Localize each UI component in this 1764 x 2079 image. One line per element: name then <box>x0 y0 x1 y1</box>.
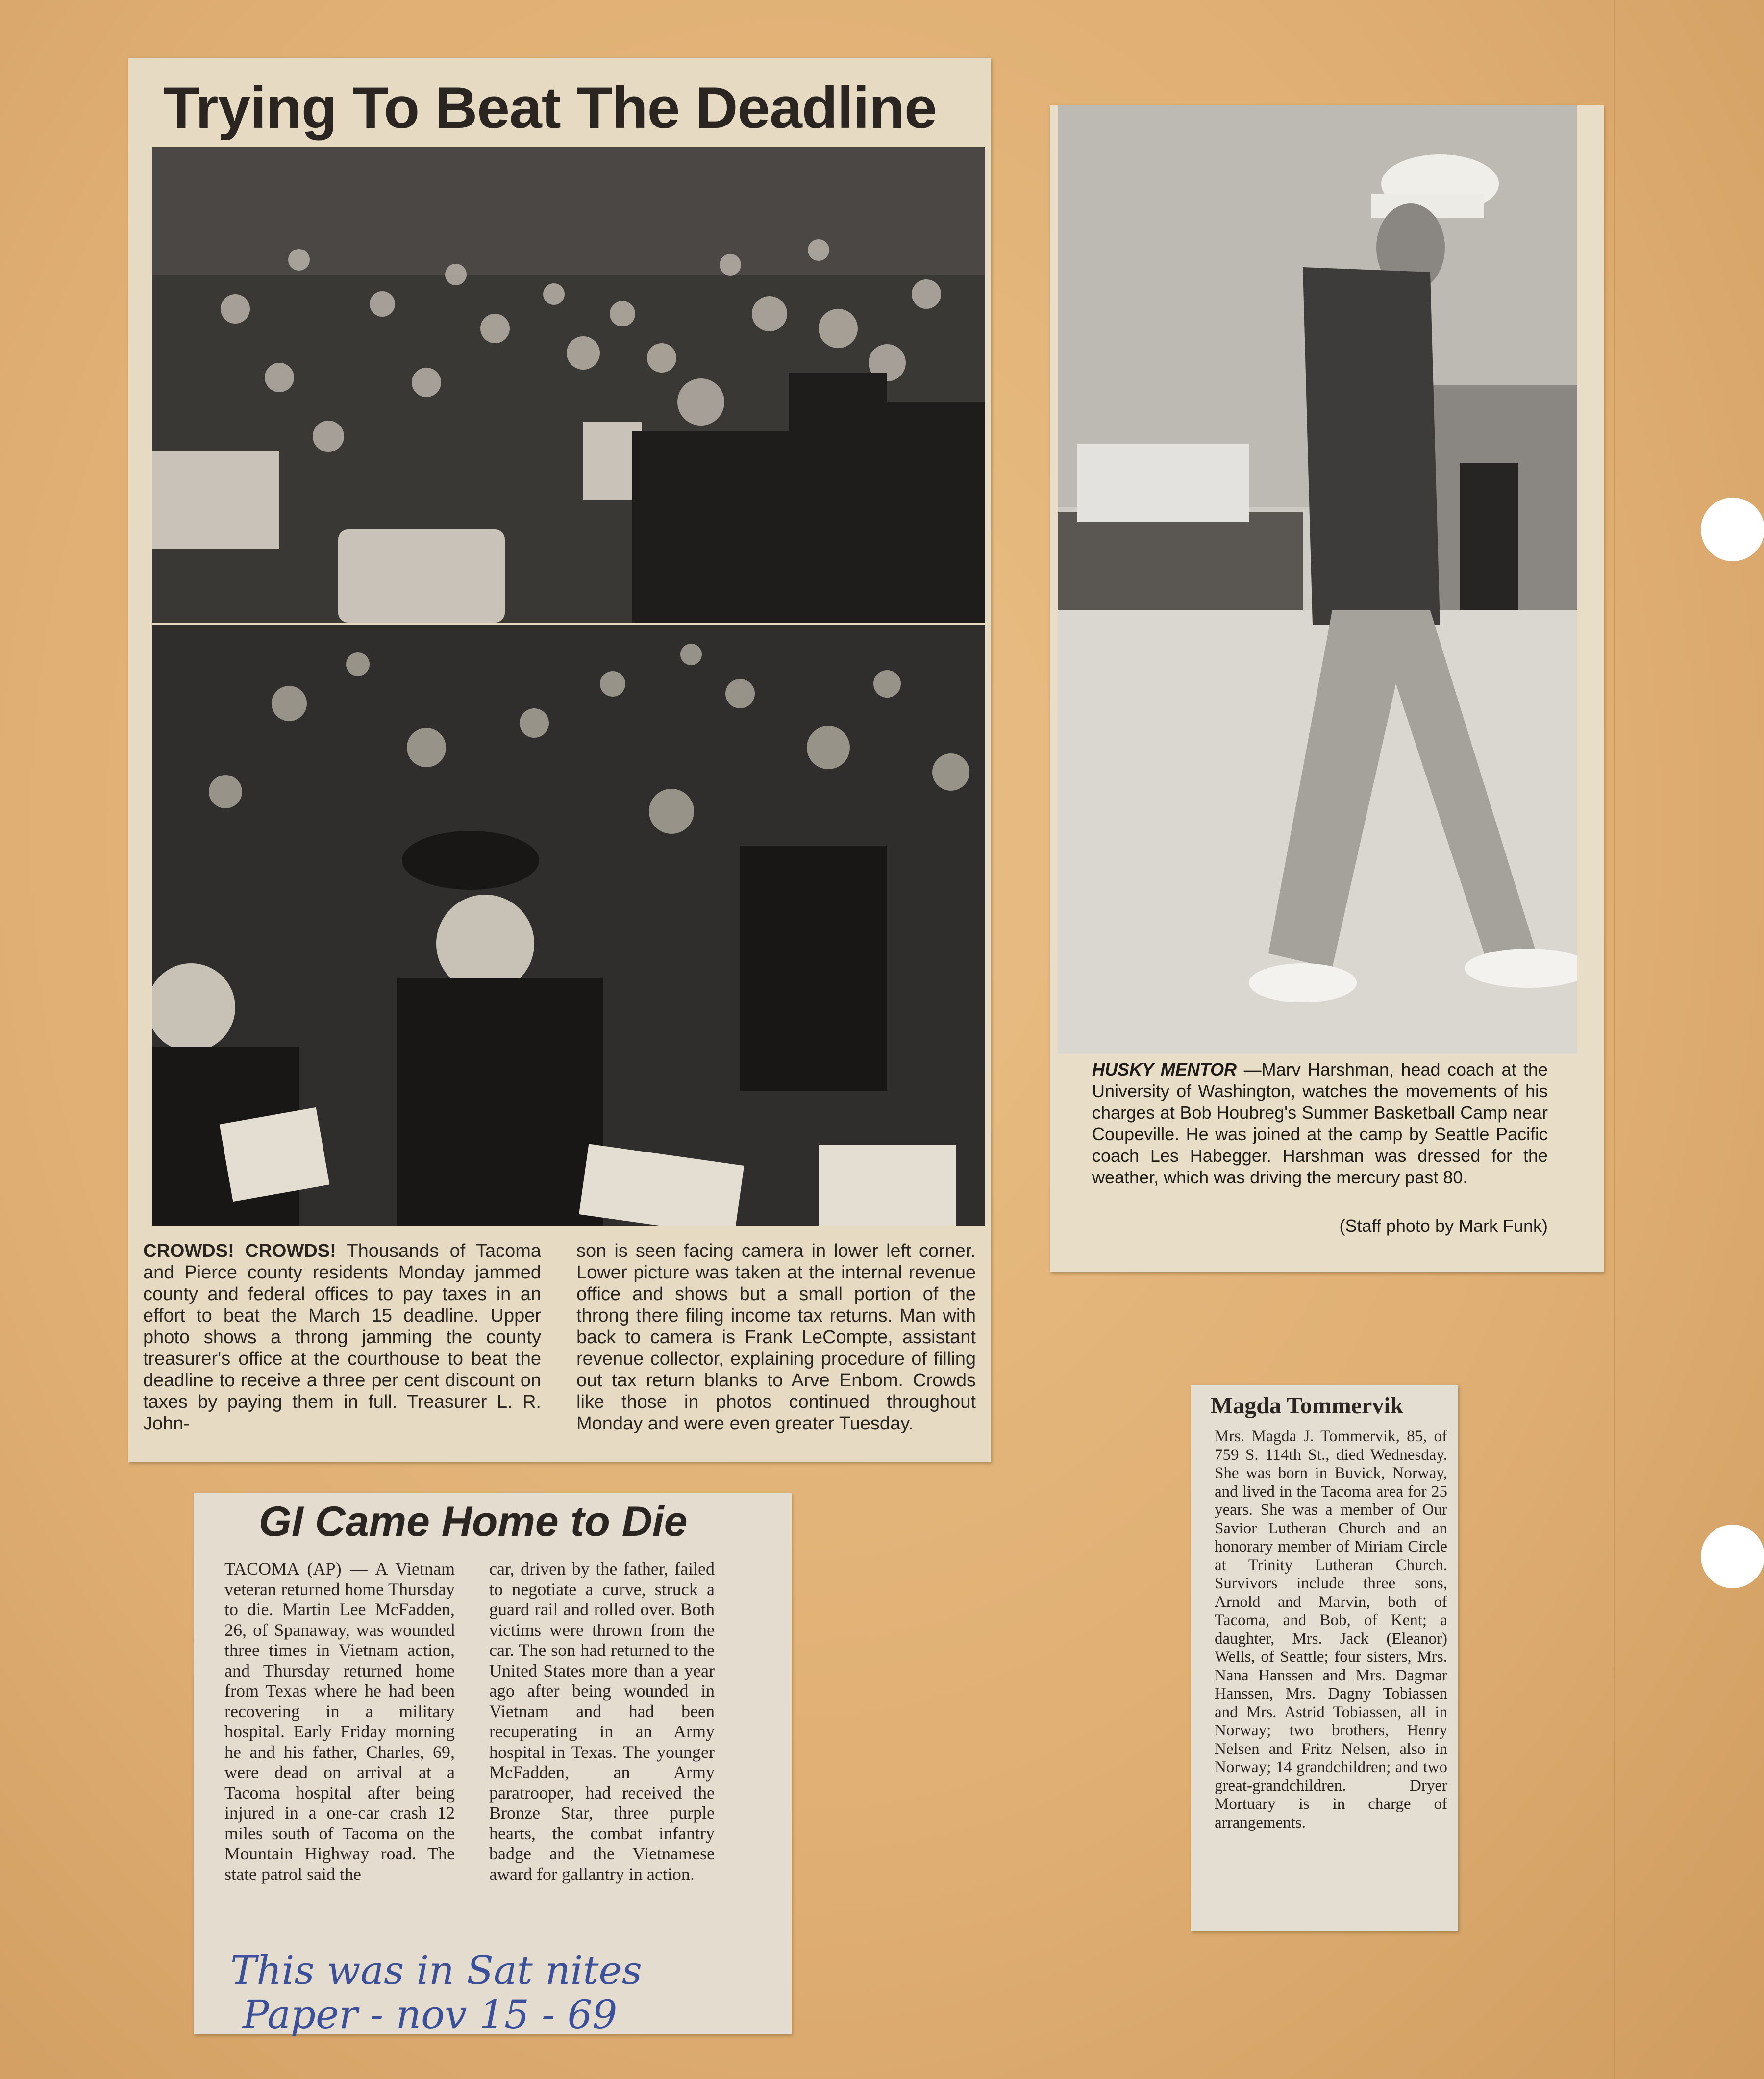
page-fold-line <box>1614 0 1615 2079</box>
husky-caption <box>1092 1059 1548 1188</box>
deadline-headline: Trying To Beat The Deadline <box>163 75 937 141</box>
crowd-photo-graphic <box>152 147 985 623</box>
obituary-body: Mrs. Magda J. Tommervik, 85, of 759 S. 114th St., died Wednesday. She was born in Buvick, Norway, and lived in the Tacoma area for 25 years. She was a member of Our Savior Lutheran Church and an honorary member of Miriam Circle at Trinity Lutheran Church. Survivors include three sons, Arnold and Marvin, both of Tacoma, and Bob, of Kent; a daughter, Mrs. Jack (Eleanor) Wells, of Seattle; four sisters, Mrs. Nana Hanssen and Mrs. Dagmar Hanssen, Mrs. Dagny Tobiassen and Mrs. Astrid Tobiassen, all in Norway; two brothers, Henry Nelsen and Fritz Nelsen, also in Norway; 14 grandchildren; and two great-grandchildren. Dryer Mortuary is in charge of arrangements. <box>1215 1428 1447 1831</box>
coach-photo-graphic <box>1058 105 1577 1054</box>
handwritten-note-line2: Paper - nov 15 - 69 <box>243 1992 618 2037</box>
gi-article-col1: TACOMA (AP) — A Vietnam veteran returned home Thursday to die. Martin Lee McFadden, 26, of Spanaway, was wounded three times in Vietnam action, and Thursday returned home from Texas where he had been recovering in a military hospital. Early Friday morning he and his father, Charles, 69, were dead on arrival at a Tacoma hospital after being injured in a one-car crash 12 miles south of Tacoma on the Mountain Highway road. The state patrol said the <box>224 1559 455 1884</box>
husky-mentor-photo <box>1058 105 1577 1054</box>
handwritten-note-line1: This was in Sat nites <box>230 1948 642 1993</box>
deadline-caption-text-1: Thousands of Tacoma and Pierce county residents Monday jammed county and federal offices to pay taxes in an effort to beat the March 15 deadline. Upper photo shows a throng jamming the county treasurer's office at the courthouse to beat the deadline to receive a three per cent discount on taxes by paying them in full. Treasurer L. R. John- <box>143 1241 541 1434</box>
binder-hole-top <box>1701 498 1764 561</box>
deadline-caption-lead: CROWDS! CROWDS! <box>143 1241 336 1261</box>
husky-caption-lead: HUSKY MENTOR <box>1092 1059 1237 1079</box>
upper-crowd-photo <box>152 147 985 623</box>
gi-headline: GI Came Home to Die <box>259 1498 688 1545</box>
obituary-headline: Magda Tommervik <box>1211 1393 1404 1419</box>
binder-hole-bottom <box>1701 1525 1764 1588</box>
deadline-caption-col1 <box>143 1240 541 1434</box>
husky-photo-credit: (Staff photo by Mark Funk) <box>1339 1216 1548 1236</box>
husky-caption-body: —Marv Harshman, head coach at the University of Washington, watches the movements of his charges at Bob Houbreg's Summer Basketball Camp near Coupeville. He was joined at the camp by Seattle Pacific coach Les Habegger. Harshman was dressed for the weather, which was driving the mercury past 80. <box>1092 1059 1548 1187</box>
gi-article-col2: car, driven by the father, failed to negotiate a curve, struck a guard rail and rolled over. Both victims were thrown from the car. The son had returned to the United States more than a year ago after being wounded in Vietnam and had been recuperating in an Army hospital in Texas. The younger McFadden, an Army paratrooper, had received the Bronze Star, three purple hearts, the combat infantry badge and the Vietnamese award for gallantry in action. <box>489 1559 715 1884</box>
crowd-photo-graphic-lower <box>152 625 985 1226</box>
deadline-caption-col2: son is seen facing camera in lower left corner. Lower picture was taken at the internal revenue office and shows but a small portion of the throng there filing income tax returns. Man with back to camera is Frank LeCompte, assistant revenue collector, explaining procedure of filling out tax return blanks to Arve Enbom. Crowds like those in photos continued throughout Monday and were even greater Tuesday. <box>576 1241 976 1434</box>
lower-crowd-photo <box>152 625 985 1226</box>
